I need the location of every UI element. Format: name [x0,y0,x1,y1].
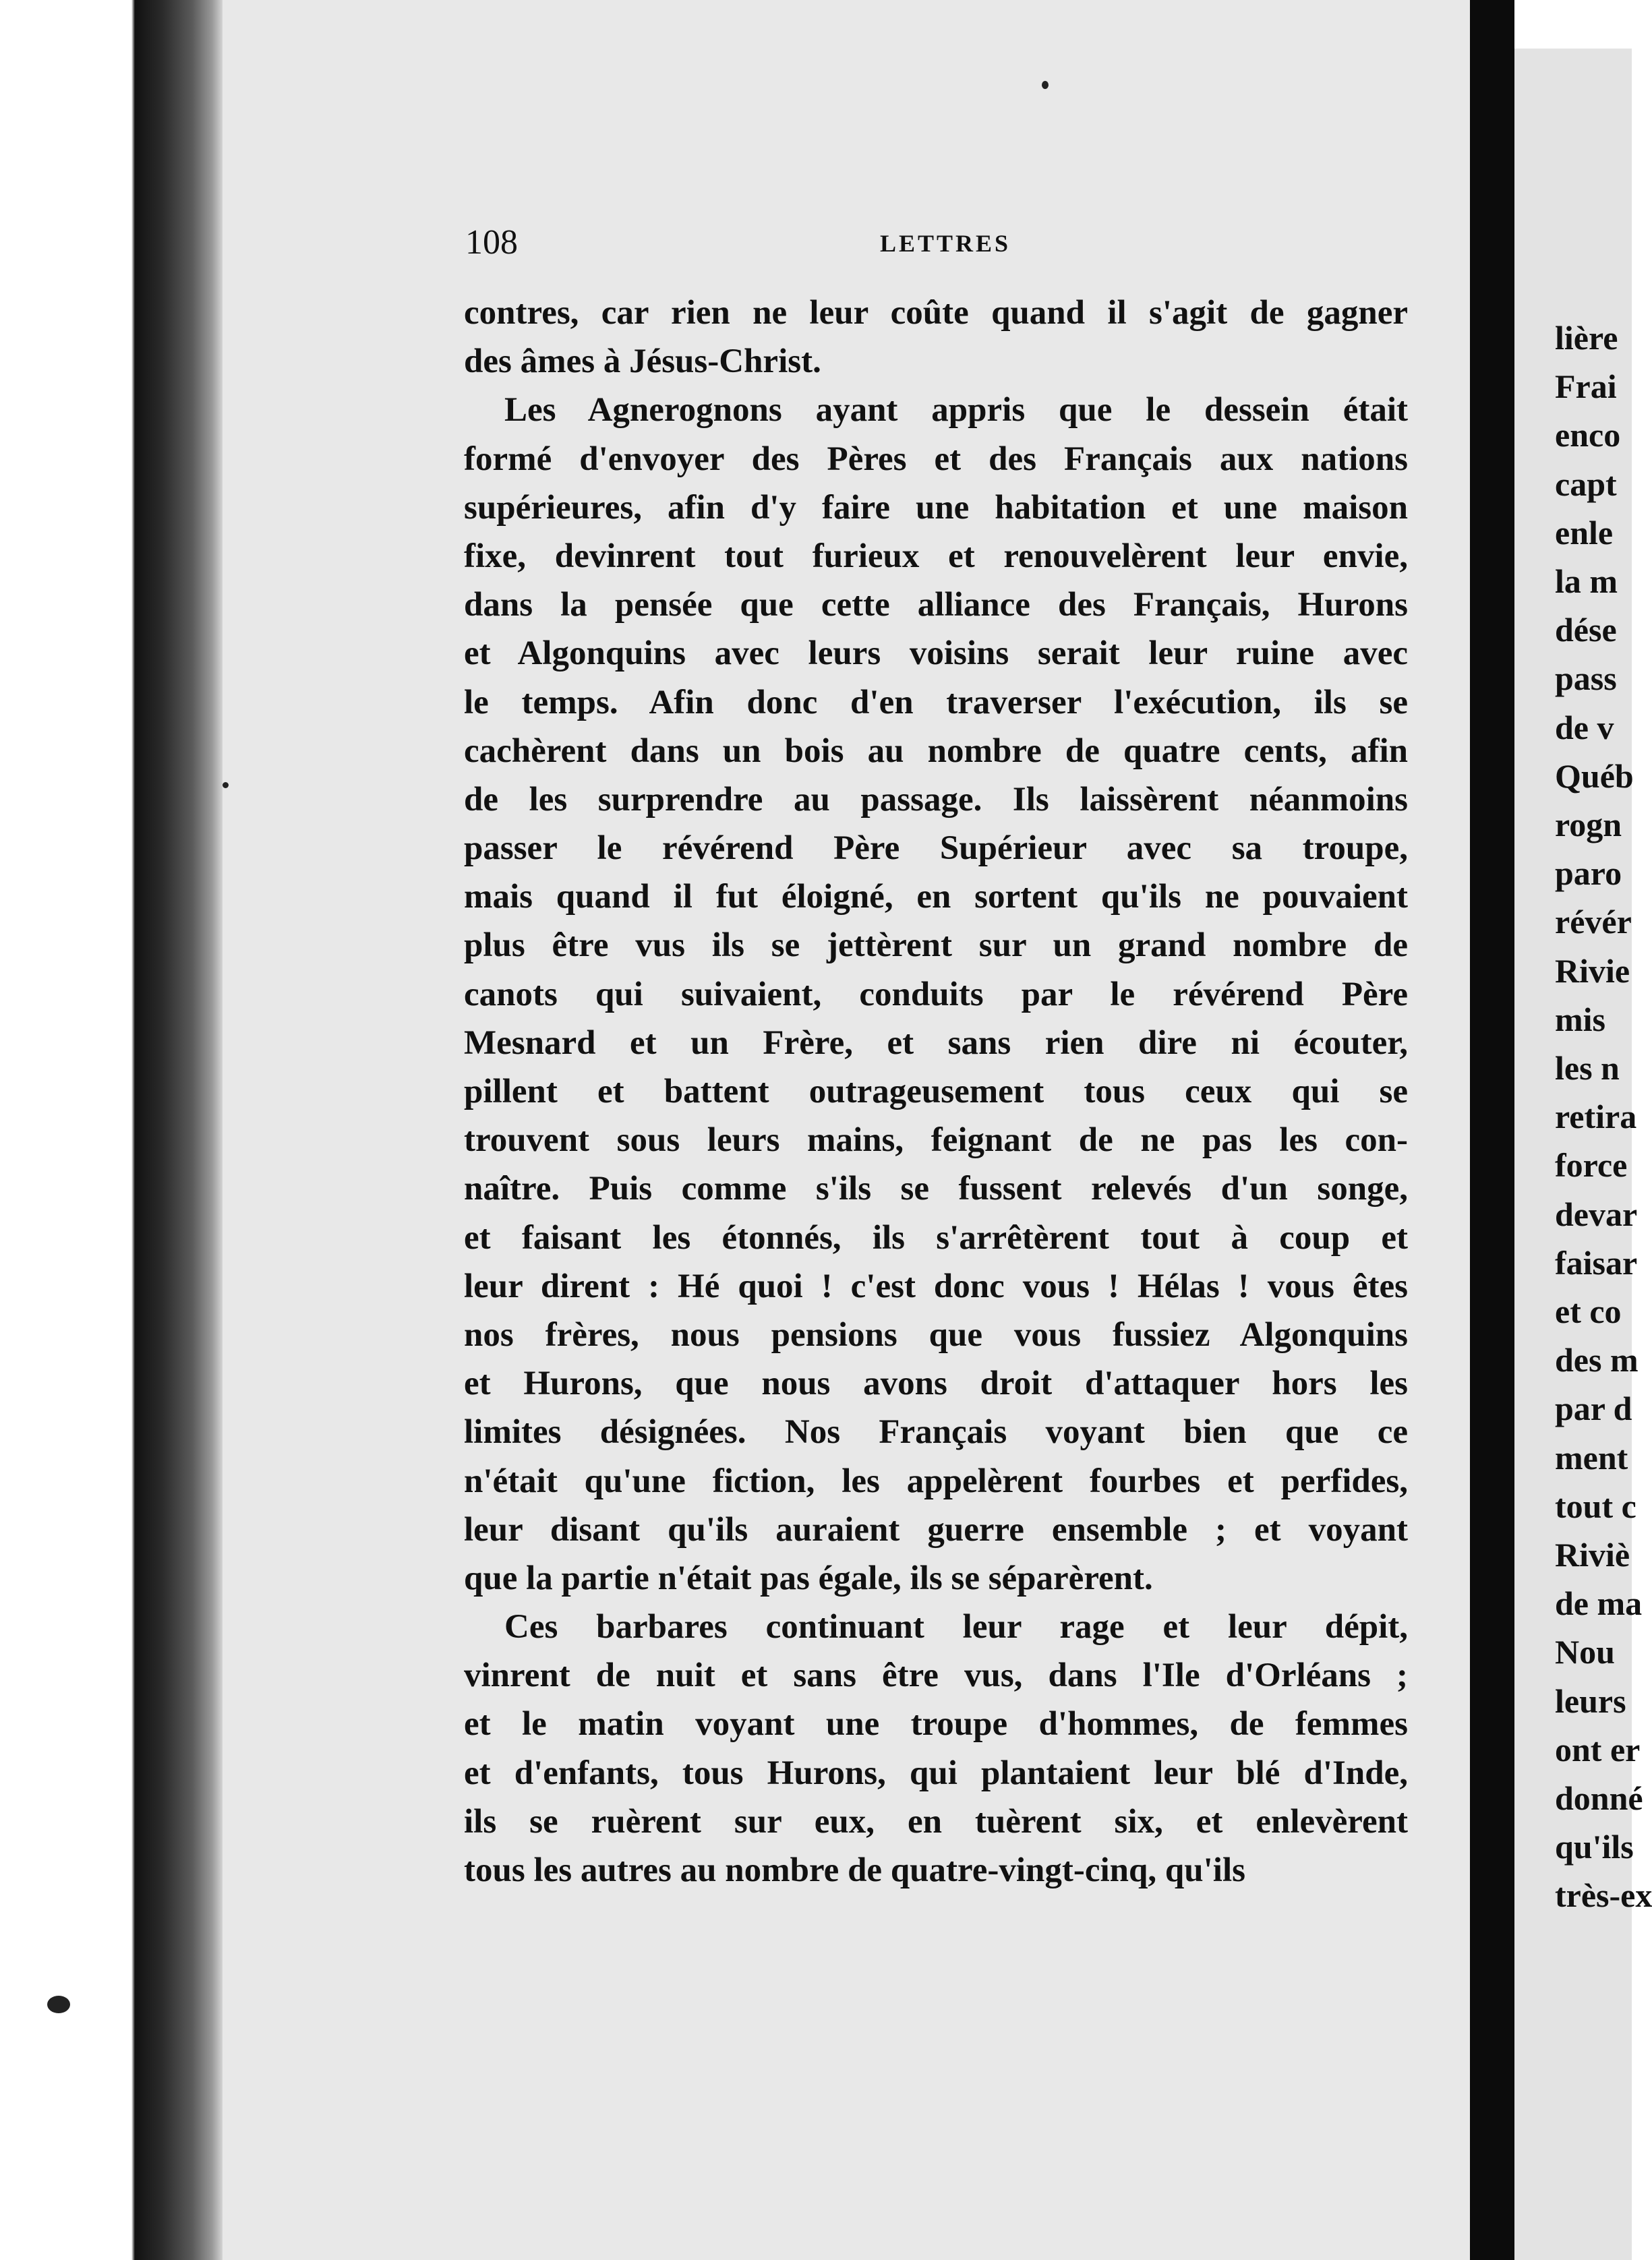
next-page-fragment: par d [1555,1390,1632,1428]
next-page-fragment: Nou [1555,1633,1615,1671]
text-line: fixe, devinrent tout furieux et renouvelèrent leur envie, [464,537,1408,575]
text-line: Mesnard et un Frère, et sans rien dire ni écouter, [464,1023,1408,1062]
next-page-fragment: enco [1555,416,1621,454]
next-page-fragment: force [1555,1146,1628,1185]
scan-speck [47,1996,70,2013]
text-line: mais quand il fut éloigné, en sortent qu'ils ne pouvaient [464,878,1408,916]
next-page-fragment: Frai [1555,367,1617,406]
text-line: n'était qu'une fiction, les appelèrent fourbes et perfides, [464,1462,1408,1500]
next-page-fragment: ont er [1555,1730,1641,1768]
text-line: supérieures, afin d'y faire une habitation et une maison [464,488,1408,527]
text-line: leur dirent : Hé quoi ! c'est donc vous ! Hélas ! vous êtes [464,1267,1408,1305]
text-line: Ces barbares continuant leur rage et leur dépit, [504,1608,1408,1646]
next-page-fragment: paro [1555,854,1622,893]
next-page-fragment: et co [1555,1292,1622,1330]
next-page-fragment: qu'ils [1555,1828,1634,1866]
text-line: canots qui suivaient, conduits par le révérend Père [464,975,1408,1013]
next-page-fragment: faisar [1555,1243,1638,1282]
next-page-fragment: capt [1555,465,1617,503]
next-page-fragment: retira [1555,1098,1637,1136]
next-page-fragment: Québ [1555,756,1634,795]
text-line: vinrent de nuit et sans être vus, dans l'Ile d'Orléans ; [464,1657,1408,1695]
next-page-fragment: ment [1555,1438,1628,1477]
text-line: de les surprendre au passage. Ils laissèrent néanmoins [464,780,1408,819]
text-line: tous les autres au nombre de quatre-vingt-cinq, qu'ils [464,1851,1245,1889]
book-gutter [1470,0,1514,2260]
next-page-fragment: des m [1555,1341,1639,1379]
running-head: LETTRES [880,230,1011,257]
next-page-fragment: révér [1555,903,1632,941]
text-line: des âmes à Jésus-Christ. [464,343,821,381]
scan-speck [223,782,229,788]
next-page-fragment: lière [1555,319,1618,357]
next-page-fragment: Riviè [1555,1536,1630,1574]
text-line: que la partie n'était pas égale, ils se séparèrent. [464,1559,1153,1597]
text-line: et Algonquins avec leurs voisins serait leur ruine avec [464,634,1408,673]
next-page-fragment: de ma [1555,1584,1643,1623]
text-line: nos frères, nous pensions que vous fussiez Algonquins [464,1315,1408,1354]
text-line: plus être vus ils se jettèrent sur un grand nombre de [464,926,1408,965]
text-line: et Hurons, que nous avons droit d'attaquer hors les [464,1365,1408,1403]
text-line: Les Agnerognons ayant appris que le dessein était [504,391,1408,429]
text-line: contres, car rien ne leur coûte quand il s'agit de gagner [464,294,1408,332]
text-line: et d'enfants, tous Hurons, qui plantaient leur blé d'Inde, [464,1754,1408,1792]
text-line: le temps. Afin donc d'en traverser l'exécution, ils se [464,683,1408,721]
book-spine-shadow [0,0,223,2260]
next-page-fragment: devar [1555,1195,1638,1233]
text-line: formé d'envoyer des Pères et des Français aux nations [464,440,1408,478]
text-line: pillent et battent outrageusement tous ceux qui se [464,1073,1408,1110]
next-page-fragment: leurs [1555,1682,1626,1720]
text-line: et faisant les étonnés, ils s'arrêtèrent tout à coup et [464,1218,1408,1257]
text-line: ils se ruèrent sur eux, en tuèrent six, et enlevèrent [464,1802,1408,1841]
page-header [465,222,1436,270]
text-line: cachèrent dans un bois au nombre de quatre cents, afin [464,732,1408,770]
next-page-fragment: donné [1555,1779,1643,1817]
next-page-fragment: de v [1555,708,1614,746]
text-line: leur disant qu'ils auraient guerre ensemble ; et voyant [464,1510,1408,1549]
next-page-edge [1514,49,1652,2260]
next-page-fragment: enle [1555,513,1614,552]
page-number: 108 [465,223,518,262]
text-line: naître. Puis comme s'ils se fussent relevés d'un songe, [464,1170,1408,1208]
text-line: dans la pensée que cette alliance des Français, Hurons [464,586,1408,624]
next-page-fragment: les n [1555,1049,1620,1087]
next-page-fragment: Rivie [1555,951,1630,990]
body-text [464,289,1408,1895]
next-page-fragment: mis [1555,1000,1605,1038]
next-page-fragment: tout c [1555,1487,1636,1525]
next-page-fragment: pass [1555,659,1617,698]
text-line: limites désignées. Nos Français voyant bien que ce [464,1413,1408,1452]
text-line: trouvent sous leurs mains, feignant de ne pas les con- [464,1121,1408,1160]
next-page-fragment: très-ex [1555,1876,1652,1915]
next-page-fragment: la m [1555,562,1618,600]
text-line: et le matin voyant une troupe d'hommes, de femmes [464,1705,1408,1744]
text-line: passer le révérend Père Supérieur avec sa troupe, [464,829,1408,868]
scan-speck [1042,81,1049,89]
next-page-fragment: dése [1555,611,1617,649]
next-page-fragment: rogn [1555,806,1622,843]
